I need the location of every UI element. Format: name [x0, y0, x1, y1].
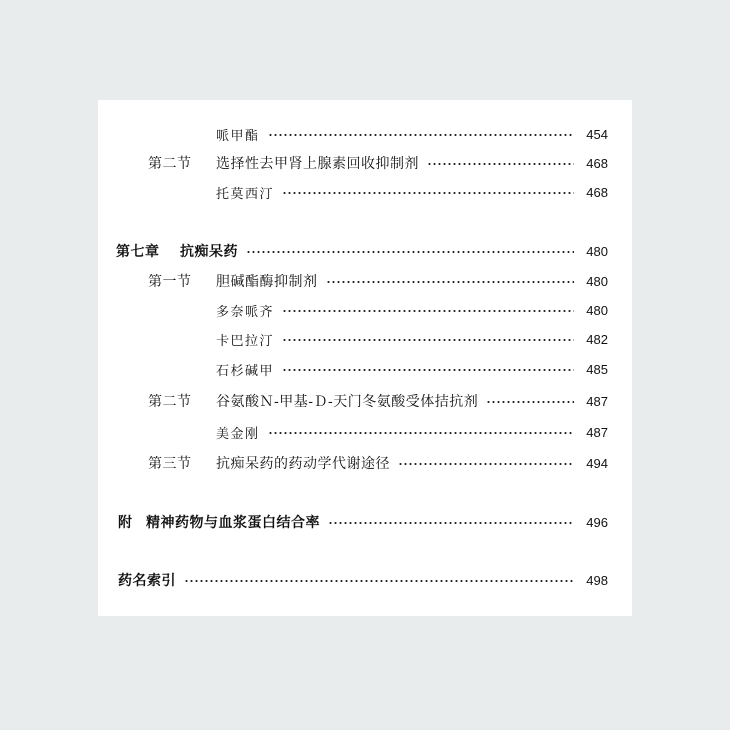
- toc-entry-title: [148, 453, 398, 473]
- toc-page-number: 480: [586, 273, 608, 289]
- toc-entry-title: 石杉碱甲: [216, 363, 275, 379]
- toc-entry: [148, 451, 608, 475]
- leader-dots: [246, 251, 574, 253]
- leader-dots: [282, 192, 574, 194]
- toc-page-number: 480: [586, 302, 608, 318]
- toc-section-title: 谷氨酸Ｎ-甲基-Ｄ-天门冬氨酸受体拮抗剂: [216, 394, 479, 410]
- toc-page-number: 496: [586, 514, 608, 530]
- toc-entry-title: 多奈哌齐: [216, 304, 275, 320]
- leader-dots: [328, 522, 574, 524]
- toc-entry-title: [116, 241, 246, 261]
- toc-section-title: 抗痴呆药的药动学代谢途径: [216, 456, 390, 472]
- toc-appendix-title: 精神药物与血浆蛋白结合率: [146, 515, 320, 531]
- toc-page-number: 482: [586, 331, 608, 347]
- toc-entry-title: [148, 153, 427, 173]
- toc-page-number: 485: [586, 361, 608, 377]
- toc-entry: [148, 151, 608, 175]
- toc-appendix-label: 附: [118, 515, 133, 531]
- leader-dots: [398, 463, 574, 465]
- leader-dots: [282, 369, 574, 371]
- toc-entry: [216, 122, 608, 146]
- toc-entry-title: [118, 512, 328, 532]
- toc-entry: [118, 510, 608, 534]
- toc-page-number: 498: [586, 572, 608, 588]
- toc-page-number: 487: [586, 424, 608, 440]
- toc-entry: [216, 357, 608, 381]
- toc-entry: [148, 389, 608, 413]
- leader-dots: [268, 134, 574, 136]
- toc-entry: [216, 420, 608, 444]
- toc-entry-title: [148, 271, 326, 291]
- toc-entry-title: 卡巴拉汀: [216, 333, 275, 349]
- leader-dots: [184, 580, 574, 582]
- toc-chapter-number: 第七章: [116, 244, 160, 260]
- toc-page-number: 494: [586, 455, 608, 471]
- toc-page: [98, 100, 632, 616]
- toc-section-title: 选择性去甲肾上腺素回收抑制剂: [216, 156, 419, 172]
- toc-entry: [148, 269, 608, 293]
- toc-entry-title: [148, 391, 486, 411]
- toc-page-number: 487: [586, 393, 608, 409]
- leader-dots: [282, 310, 574, 312]
- toc-page-number: 468: [586, 155, 608, 171]
- toc-chapter-title: 抗痴呆药: [180, 244, 238, 260]
- toc-section-number: 第二节: [148, 394, 192, 410]
- toc-entry: [216, 180, 608, 204]
- leader-dots: [486, 401, 574, 403]
- toc-page-number: 480: [586, 243, 608, 259]
- toc-section-number: 第二节: [148, 156, 192, 172]
- toc-entry: [118, 568, 608, 592]
- toc-entry-title: 药名索引: [118, 573, 176, 589]
- toc-entry-title: 美金刚: [216, 426, 260, 442]
- toc-entry: [216, 298, 608, 322]
- leader-dots: [282, 339, 574, 341]
- toc-section-number: 第一节: [148, 274, 192, 290]
- toc-entry: [116, 239, 608, 263]
- toc-page-number: 454: [586, 126, 608, 142]
- toc-entry-title: 哌甲酯: [216, 128, 260, 144]
- toc-entry: [216, 327, 608, 351]
- toc-page-number: 468: [586, 184, 608, 200]
- leader-dots: [427, 163, 574, 165]
- toc-section-number: 第三节: [148, 456, 192, 472]
- leader-dots: [268, 432, 574, 434]
- leader-dots: [326, 281, 575, 283]
- toc-entry-title: 托莫西汀: [216, 186, 275, 202]
- toc-section-title: 胆碱酯酶抑制剂: [216, 274, 318, 290]
